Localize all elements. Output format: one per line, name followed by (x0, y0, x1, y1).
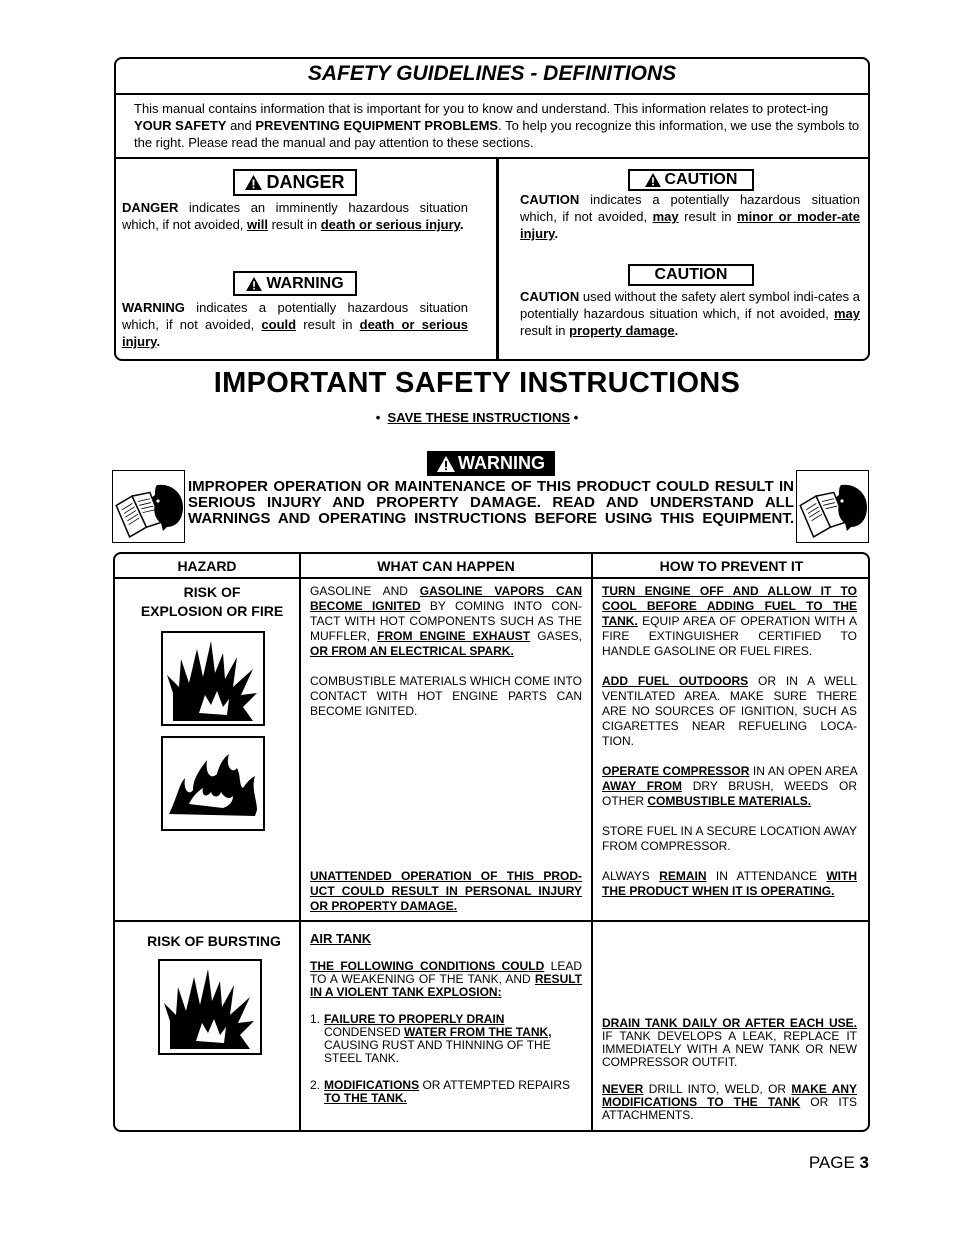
column-divider (299, 554, 301, 1130)
column-divider (591, 554, 593, 1130)
fire-hazard-paragraph (310, 584, 582, 659)
term: DANGER (122, 200, 179, 215)
how-to-prevent-burst (602, 1017, 857, 1122)
caution-plain-signal-word (628, 264, 754, 286)
warning-label: WARNING (266, 274, 344, 292)
page-title: IMPORTANT SAFETY INSTRUCTIONS (213, 367, 741, 399)
prevention-paragraph (602, 584, 857, 659)
emphasis: THE FOLLOWING CONDITIONS COULD (310, 959, 545, 973)
definition-text: . (554, 226, 559, 241)
caution-alert-definition (520, 191, 860, 242)
definition-text: result in (296, 317, 360, 332)
danger-label: DANGER (266, 172, 345, 192)
what-can-happen-fire (310, 584, 582, 913)
definition-text: . (459, 217, 464, 232)
emphasis: DRAIN TANK DAILY OR AFTER EACH USE. (602, 1016, 857, 1030)
list-number: 1. (310, 1012, 321, 1026)
hazard-label: RISK OF (183, 584, 241, 600)
emphasis: WITH THE PRODUCT WHEN IT IS OPERATING. (602, 869, 858, 898)
warning-signal-word (233, 271, 357, 296)
definition-text: used without the safety alert symbol indi-cates a potentially hazardous situation which, if not avoided, (520, 289, 860, 321)
text: GASOLINE AND (310, 584, 420, 598)
emphasis: GASOLINE VAPORS CAN BECOME IGNITED (310, 584, 582, 613)
warning-definition (122, 299, 468, 350)
text: EQUIP AREA OF OPERATION WITH A FIRE EXTINGUISHER CERTIFIED TO HANDLE GASOLINE OR FUEL FIRES. (602, 614, 857, 658)
burst-intro (310, 960, 582, 999)
emphasis: OR FROM AN ELECTRICAL SPARK. (310, 644, 514, 658)
divider (116, 157, 868, 159)
emphasis: MAKE ANY MODIFICATIONS TO THE TANK (602, 1082, 857, 1109)
text: IF TANK DEVELOPS A LEAK, REPLACE IT IMMEDIATELY WITH A NEW TANK OR NEW COMPRESSOR OUTFIT. (602, 1029, 857, 1069)
definition-text: indicates an imminently hazardous situation which, if not avoided, (122, 200, 468, 232)
definition-text: . (156, 334, 161, 349)
read-manual-icon (112, 470, 185, 543)
emphasis: TO THE TANK. (324, 1091, 407, 1105)
emphasis: FAILURE TO PROPERLY DRAIN (324, 1012, 505, 1026)
hazard-explosion-fire (115, 583, 309, 621)
caution-label: CAUTION (664, 171, 738, 188)
intro-text: . To help you recognize this information, we use the symbols to the right. Please read the manual and pay attention to these sections. (134, 118, 860, 150)
page-number (809, 1153, 869, 1173)
prevention-paragraph (602, 764, 857, 809)
emphasis: WATER FROM THE TANK, (404, 1025, 552, 1039)
how-to-prevent-fire (602, 584, 858, 898)
safety-guidelines-box (114, 57, 870, 361)
caution-alert-signal-word (628, 169, 754, 191)
what-can-happen-burst (310, 931, 582, 1105)
save-instructions-line (0, 410, 954, 425)
prevention-paragraph (602, 1017, 857, 1069)
danger-definition (122, 199, 468, 233)
text: OR ITS ATTACHMENTS. (602, 1095, 857, 1122)
list-number: 2. (310, 1078, 321, 1092)
emphasis: ADD FUEL OUTDOORS (602, 674, 749, 688)
guidelines-intro (134, 100, 868, 151)
page-label: PAGE (808, 1153, 855, 1172)
term: CAUTION (520, 289, 580, 304)
text: GASES, (530, 629, 582, 643)
text: DRY BRUSH, WEEDS OR OTHER (602, 779, 857, 808)
fire-icon (161, 736, 265, 831)
emphasis: could (261, 317, 297, 332)
save-instructions-text: SAVE THESE INSTRUCTIONS (387, 410, 571, 425)
term: CAUTION (520, 192, 580, 207)
warning-triangle-icon (645, 173, 661, 187)
list-text (324, 1013, 582, 1065)
column-header-prevent: HOW TO PREVENT IT (659, 558, 804, 574)
intro-bold: YOUR SAFETY (134, 118, 227, 133)
hazard-label: EXPLOSION OR FIRE (140, 603, 284, 619)
emphasis: FROM ENGINE EXHAUST (377, 629, 531, 643)
guidelines-title: SAFETY GUIDELINES - DEFINITIONS (307, 62, 677, 85)
prevention-paragraph (602, 869, 857, 899)
column-header-what: WHAT CAN HAPPEN (377, 558, 515, 574)
text: BY COMING INTO CON-TACT WITH HOT COMPONENTS SUCH AS THE MUFFLER, (310, 599, 582, 643)
text: ALWAYS (602, 869, 660, 883)
read-manual-icon (796, 470, 869, 543)
list-item (310, 1079, 582, 1105)
definition-text: result in (267, 217, 321, 232)
warning-banner-label: WARNING (458, 453, 545, 473)
definition-text: result in (678, 209, 738, 224)
emphasis: may (833, 306, 860, 321)
intro-text: and (226, 118, 256, 133)
text: OR ATTEMPTED REPAIRS (419, 1078, 571, 1092)
emphasis: COMBUSTIBLE MATERIALS. (647, 794, 812, 808)
explosion-icon (161, 631, 265, 726)
emphasis: NEVER (602, 1082, 644, 1096)
intro-bold: PREVENTING EQUIPMENT PROBLEMS (255, 118, 499, 133)
fire-hazard-paragraph: COMBUSTIBLE MATERIALS WHICH COME INTO CONTACT WITH HOT ENGINE PARTS CAN BECOME IGNITED. (310, 674, 582, 718)
intro-text: This manual contains information that is important for you to know and understand. This information relates to protect-ing (134, 101, 829, 116)
text: DRILL INTO, WELD, OR (643, 1082, 792, 1096)
emphasis: will (247, 217, 268, 232)
text: IN ATTENDANCE (706, 869, 827, 883)
column-header-hazard: HAZARD (177, 558, 237, 574)
prevention-paragraph (602, 1083, 857, 1122)
warning-triangle-icon (245, 175, 262, 190)
danger-signal-word (233, 169, 357, 196)
emphasis: property damage (569, 323, 675, 338)
definition-text: indicates a potentially hazardous situation which, if not avoided, (520, 192, 860, 224)
warning-triangle-icon (246, 277, 262, 291)
emphasis: AWAY FROM (602, 779, 683, 793)
air-tank-heading: AIR TANK (310, 931, 372, 946)
text: CONDENSED (324, 1025, 405, 1039)
text: LEAD TO A WEAKENING OF THE TANK, AND (310, 959, 582, 986)
caution-label: CAUTION (654, 266, 728, 283)
bullet: • (573, 410, 579, 425)
fire-hazard-paragraph: UNATTENDED OPERATION OF THIS PROD-UCT COULD RESULT IN PERSONAL INJURY OR PROPERTY DAMAGE. (310, 869, 582, 913)
definition-text: result in (520, 323, 570, 338)
list-item (310, 1013, 582, 1065)
warning-banner (427, 451, 555, 476)
prevention-paragraph (602, 674, 857, 749)
bullet: • (375, 410, 381, 425)
list-text (324, 1079, 582, 1105)
hazard-table (113, 552, 870, 1132)
emphasis: RESULT IN A VIOLENT TANK EXPLOSION: (310, 972, 582, 999)
warning-banner-text: IMPROPER OPERATION OR MAINTENANCE OF THIS PRODUCT COULD RESULT IN SERIOUS INJURY AND PROPERTY DAMAGE. READ AND UNDERSTAND ALL WARNINGS AND OPERATING INSTRUCTIONS BEFORE USING THIS EQUIPMENT. (188, 478, 794, 527)
caution-plain-definition (520, 288, 860, 339)
text: IN AN OPEN AREA (749, 764, 857, 778)
emphasis: minor or moder-ate injury (520, 209, 860, 241)
header-divider (115, 577, 868, 579)
emphasis: REMAIN (659, 869, 707, 883)
divider (116, 93, 868, 95)
row-divider (115, 920, 868, 922)
emphasis: MODIFICATIONS (324, 1078, 420, 1092)
prevention-paragraph: STORE FUEL IN A SECURE LOCATION AWAY FROM COMPRESSOR. (602, 824, 857, 853)
emphasis: may (652, 209, 679, 224)
emphasis: OPERATE COMPRESSOR (602, 764, 750, 778)
explosion-icon (158, 959, 262, 1055)
text: CAUSING RUST AND THINNING OF THE STEEL TANK. (324, 1038, 551, 1065)
warning-triangle-icon (437, 456, 455, 472)
definition-text: . (674, 323, 679, 338)
emphasis: death or serious injury (122, 317, 468, 349)
term: WARNING (122, 300, 185, 315)
definition-text: indicates a potentially hazardous situation which, if not avoided, (122, 300, 468, 332)
text: OR IN A WELL VENTILATED AREA. MAKE SURE THERE ARE NO SOURCES OF IGNITION, SUCH AS CIGARETTES NEAR REFUELING LOCA-TION. (602, 674, 857, 748)
hazard-bursting: RISK OF BURSTING (147, 933, 281, 949)
emphasis: TURN ENGINE OFF AND ALLOW IT TO COOL BEFORE ADDING FUEL TO THE TANK. (602, 584, 857, 628)
page-number-value: 3 (859, 1153, 869, 1172)
emphasis: death or serious injury (320, 217, 460, 232)
divider (496, 159, 499, 361)
